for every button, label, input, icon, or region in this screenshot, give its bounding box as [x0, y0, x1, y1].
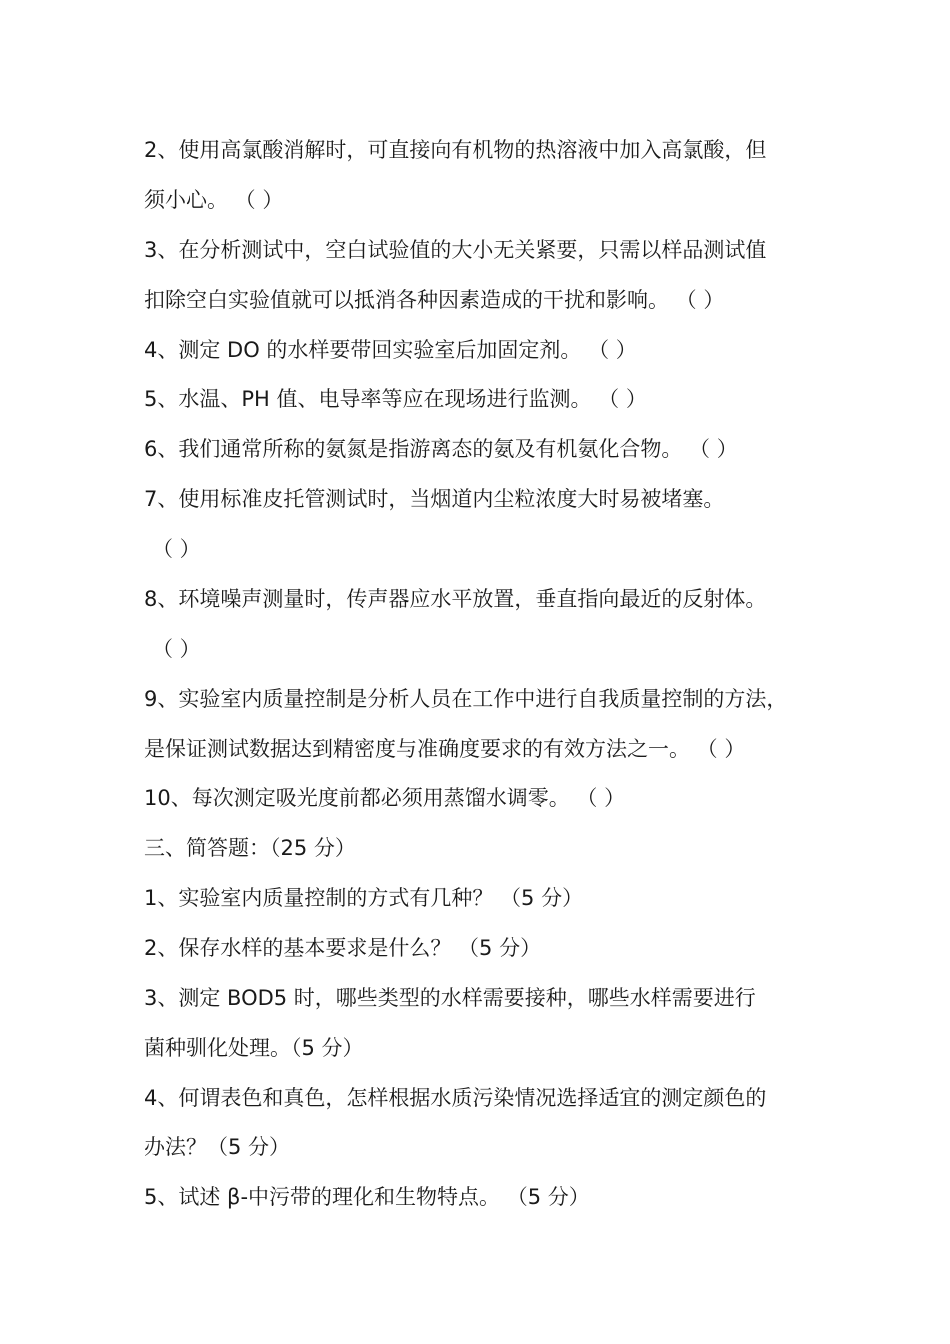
question-8-line-2: （ ）	[152, 637, 201, 661]
question-5-line: 5、水温、PH 值、电导率等应在现场进行监测。 （ ）	[144, 387, 647, 411]
question-10-line: 10、每次测定吸光度前都必须用蒸馏水调零。 （ ）	[144, 786, 626, 810]
question-7-line-1: 7、使用标准皮托管测试时，当烟道内尘粒浓度大时易被堵塞。	[144, 487, 725, 511]
question-3-line-1: 3、在分析测试中，空白试验值的大小无关紧要，只需以样品测试值	[144, 238, 767, 262]
question-7-line-2: （ ）	[152, 537, 201, 561]
short-answer-1-line: 1、实验室内质量控制的方式有几种？ （5 分）	[144, 886, 584, 910]
short-answer-4-line-2: 办法？（5 分）	[144, 1135, 291, 1159]
question-4-line: 4、测定 DO 的水样要带回实验室后加固定剂。 （ ）	[144, 338, 637, 362]
short-answer-2-line: 2、保存水样的基本要求是什么？ （5 分）	[144, 936, 542, 960]
question-8-line-1: 8、环境噪声测量时，传声器应水平放置，垂直指向最近的反射体。	[144, 587, 767, 611]
question-9-line-2: 是保证测试数据达到精密度与准确度要求的有效方法之一。 （ ）	[144, 737, 746, 761]
short-answer-3-line-1: 3、测定 BOD5 时，哪些类型的水样需要接种，哪些水样需要进行	[144, 986, 756, 1010]
short-answer-3-line-2: 菌种驯化处理。（5 分）	[144, 1036, 364, 1060]
short-answer-5-line: 5、试述 β-中污带的理化和生物特点。 （5 分）	[144, 1185, 590, 1209]
question-3-line-2: 扣除空白实验值就可以抵消各种因素造成的干扰和影响。 （ ）	[144, 288, 725, 312]
short-answer-4-line-1: 4、何谓表色和真色，怎样根据水质污染情况选择适宜的测定颜色的	[144, 1086, 767, 1110]
question-6-line: 6、我们通常所称的氨氮是指游离态的氨及有机氨化合物。 （ ）	[144, 437, 738, 461]
question-2-line-2: 须小心。 （ ）	[144, 188, 284, 212]
question-9-line-1: 9、实验室内质量控制是分析人员在工作中进行自我质量控制的方法，	[144, 687, 788, 711]
question-2-line-1: 2、使用高氯酸消解时，可直接向有机物的热溶液中加入高氯酸，但	[144, 138, 767, 162]
section-heading: 三、简答题：（25 分）	[144, 836, 356, 860]
